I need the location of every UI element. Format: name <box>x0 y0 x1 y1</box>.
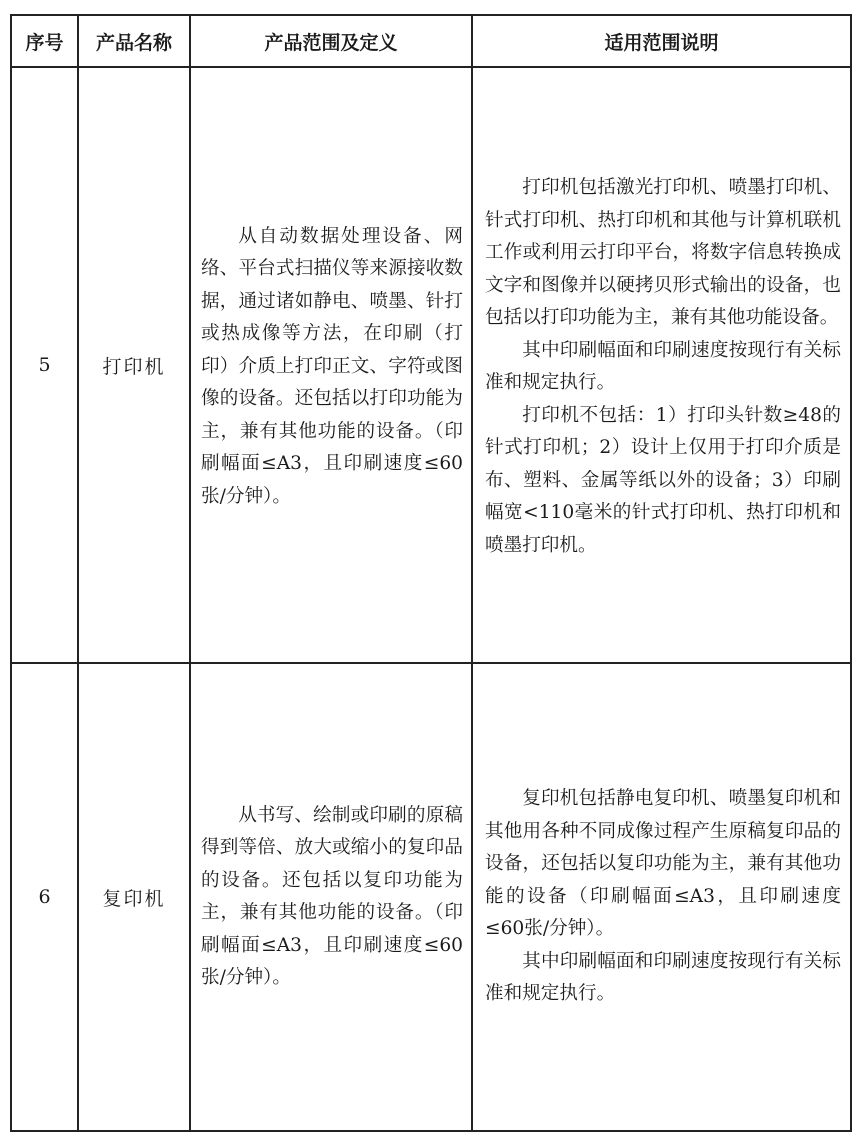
header-definition: 产品范围及定义 <box>190 15 472 67</box>
scope-paragraph: 其中印刷幅面和印刷速度按现行有关标准和规定执行。 <box>485 950 841 1005</box>
table-row <box>11 67 851 663</box>
definition-text: 从自动数据处理设备、网络、平台式扫描仪等来源接收数据，通过诸如静电、喷墨、针打或热成像等方法，在印刷（打印）介质上打印正文、字符或图像的设备。还包括以打印功能为主，兼有其他功能的设备。（印刷幅面≤A3，且印刷速度≤60张/分钟）。 <box>201 225 463 507</box>
product-name: 复印机 <box>78 663 190 1131</box>
product-definition <box>190 663 472 1131</box>
scope-paragraph: 复印机包括静电复印机、喷墨复印机和其他用各种不同成像过程产生原稿复印品的设备，还包括以复印功能为主，兼有其他功能的设备（印刷幅面≤A3，且印刷速度≤60张/分钟）。 <box>485 788 841 940</box>
definition-text: 从书写、绘制或印刷的原稿得到等倍、放大或缩小的复印品的设备。还包括以复印功能为主，兼有其他功能的设备。（印刷幅面≤A3，且印刷速度≤60张/分钟）。 <box>201 804 463 988</box>
header-name: 产品名称 <box>78 15 190 67</box>
scope-description <box>472 663 851 1131</box>
header-row <box>11 15 851 67</box>
row-number: 6 <box>11 663 78 1131</box>
scope-description <box>472 67 851 663</box>
product-name: 打印机 <box>78 67 190 663</box>
row-number: 5 <box>11 67 78 663</box>
scope-paragraph: 打印机不包括：1）打印头针数≥48的针式打印机；2）设计上仅用于打印介质是布、塑料、金属等纸以外的设备；3）印刷幅宽<110毫米的针式打印机、热打印机和喷墨打印机。 <box>485 404 841 556</box>
product-scope-table <box>10 14 852 1132</box>
header-no: 序号 <box>11 15 78 67</box>
scope-paragraph: 其中印刷幅面和印刷速度按现行有关标准和规定执行。 <box>485 339 841 393</box>
scope-paragraph: 打印机包括激光打印机、喷墨打印机、针式打印机、热打印机和其他与计算机联机工作或利用云打印平台，将数字信息转换成文字和图像并以硬拷贝形式输出的设备，也包括以打印功能为主，兼有其他功能设备。 <box>485 177 841 328</box>
table-row <box>11 663 851 1131</box>
product-definition <box>190 67 472 663</box>
header-scope: 适用范围说明 <box>472 15 851 67</box>
